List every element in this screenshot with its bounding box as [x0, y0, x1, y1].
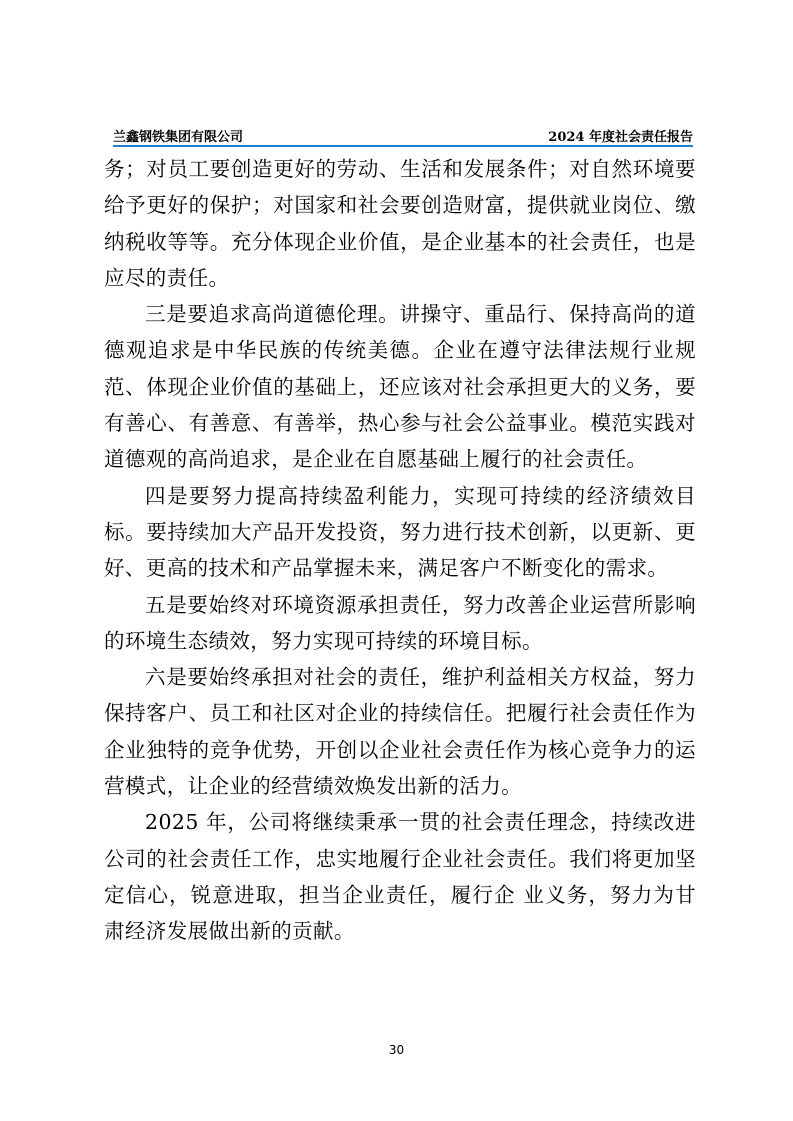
page-header	[113, 126, 693, 146]
paragraph-fourth-point: 四是要努力提高持续盈利能力，实现可持续的经济绩效目标。要持续加大产品开发投资，努力进行技术创新，以更新、更好、更高的技术和产品掌握未来，满足客户不断变化的需求。	[104, 483, 696, 581]
paragraph-fifth-point: 五是要始终对环境资源承担责任，努力改善企业运营所影响的环境生态绩效，努力实现可持续的环境目标。	[104, 592, 696, 653]
body-text	[104, 151, 696, 950]
paragraph-continued: 务；对员工要创造更好的劳动、生活和发展条件；对自然环境要给予更好的保护；对国家和社会要创造财富，提供就业岗位、缴纳税收等等。充分体现企业价值，是企业基本的社会责任，也是应尽的责任。	[104, 157, 696, 290]
header-divider	[113, 145, 693, 147]
paragraph-2025-outlook: 2025 年，公司将继续秉承一贯的社会责任理念，持续改进公司的社会责任工作，忠实地履行企业社会责任。我们将更加坚定信心，锐意进取，担当企业责任，履行企 业义务，努力为甘肃经济发展做出新的贡献。	[104, 810, 696, 944]
paragraph-third-point: 三是要追求高尚道德伦理。讲操守、重品行、保持高尚的道德观追求是中华民族的传统美德。企业在遵守法律法规行业规范、体现企业价值的基础上，还应该对社会承担更大的义务，要有善心、有善意、有善举，热心参与社会公益事业。模范实践对道德观的高尚追求，是企业在自愿基础上履行的社会责任。	[104, 302, 696, 472]
paragraph-sixth-point: 六是要始终承担对社会的责任，维护利益相关方权益，努力保持客户、员工和社区对企业的持续信任。把履行社会责任作为企业独特的竞争优势，开创以企业社会责任作为核心竞争力的运营模式，让企业的经营绩效焕发出新的活力。	[104, 665, 696, 799]
page-number: 30	[388, 1043, 405, 1057]
header-company-name: 兰鑫钢铁集团有限公司	[113, 130, 244, 145]
header-report-title: 2024 年度社会责任报告	[548, 130, 693, 145]
